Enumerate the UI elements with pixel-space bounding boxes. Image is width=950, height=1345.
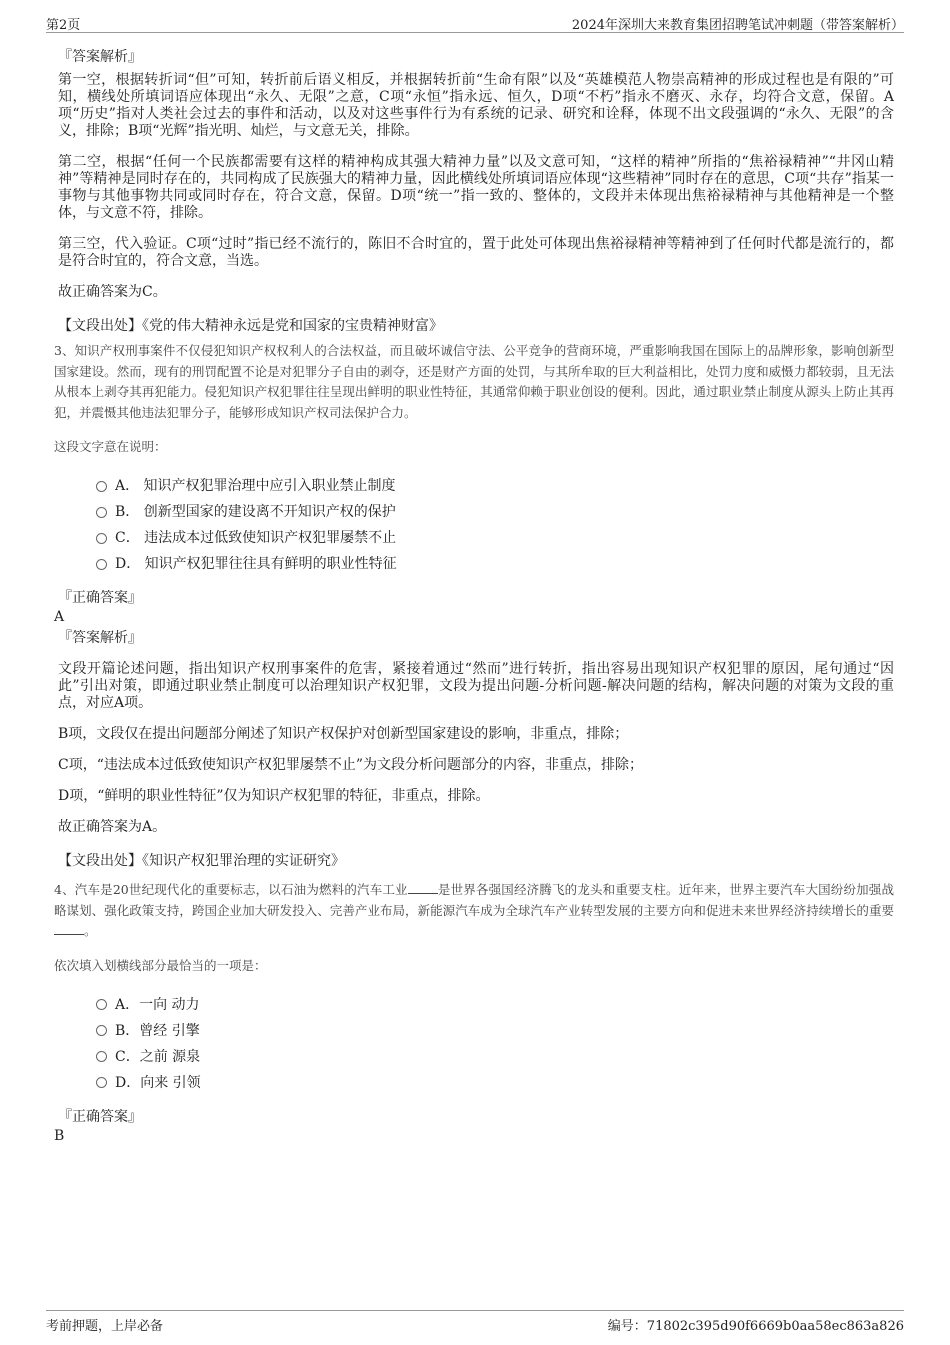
q3-analysis-para: 文段开篇论述问题，指出知识产权刑事案件的危害，紧接着通过“然而”进行转折，指出容易出现知识产权犯罪的原因，尾句通过“因此”引出对策，即通过职业禁止制度可以治理知识产权犯罪，文段为提出问题-分析问题-解决问题的结构，解决问题的对策为文段的重点，对应A项。 — [58, 661, 894, 711]
radio-icon[interactable] — [96, 999, 107, 1010]
radio-icon[interactable] — [96, 1051, 107, 1062]
question-3-options — [96, 473, 894, 577]
q3-analysis-para: B项，文段仅在提出问题部分阐述了知识产权保护对创新型国家建设的影响，非重点，排除； — [58, 726, 629, 742]
option-label: D． 知识产权犯罪往往具有鲜明的职业性特征 — [115, 556, 397, 572]
question-4-text — [54, 880, 894, 942]
option-label: A． 知识产权犯罪治理中应引入职业禁止制度 — [115, 478, 396, 494]
option-d[interactable] — [96, 551, 894, 577]
q4-answer: B — [54, 1127, 65, 1144]
question-4-text-part: 4、汽车是20世纪现代化的重要标志，以石油为燃料的汽车工业 — [54, 882, 408, 897]
q3-answer: A — [54, 609, 65, 625]
q2-analysis-para: 第二空，根据“任何一个民族都需要有这样的精神构成其强大精神力量”以及文意可知，“这样的精神”所指的“焦裕禄精神”“井冈山精神”等精神是同时存在的，共同构成了民族强大的精神力量，因此横线处所填词语应体现“这些精神”同时存在的意思，C项“共存”指某一事物与其他事物共同或同时存在，符合文意，保留。D项“统一”指一致的、整体的，文段并未体现出焦裕禄精神与其他精神是一个整体，与文意不符，排除。 — [58, 154, 894, 221]
q2-analysis-conclusion: 故正确答案为C。 — [58, 284, 167, 300]
radio-icon[interactable] — [96, 1025, 107, 1036]
option-label: C．之前 源泉 — [115, 1048, 201, 1065]
option-a[interactable] — [96, 473, 894, 499]
option-d[interactable] — [96, 1070, 894, 1096]
page-header — [46, 12, 904, 33]
q2-analysis-para: 第三空，代入验证。C项“过时”指已经不流行的，陈旧不合时宜的，置于此处可体现出焦裕禄精神等精神到了任何时代都是流行的，都是符合时宜的，符合文意，当选。 — [58, 236, 894, 269]
question-4-text-part: 。 — [84, 923, 97, 938]
question-4-options — [96, 992, 894, 1096]
page-content — [54, 46, 894, 1156]
radio-icon[interactable] — [96, 507, 107, 518]
question-3-text: 3、知识产权刑事案件不仅侵犯知识产权权利人的合法权益，而且破坏诚信守法、公平竞争的营商环境，严重影响我国在国际上的品牌形象，影响创新型国家建设。然而，现有的刑罚配置不论是对犯罪分子自由的剥夺，还是财产方面的处罚，与其所牟取的巨大利益相比，处罚力度和威慑力都较弱，且无法从根本上剥夺其再犯能力。侵犯知识产权犯罪往往呈现出鲜明的职业性特征，其通常仰赖于职业创设的便利。因此，通过职业禁止制度从源头上防止其再犯，并震慑其他违法犯罪分子，能够形成知识产权司法保护合力。 — [54, 343, 894, 420]
document-id: 编号：71802c395d90f6669b0aa58ec863a826 — [607, 1319, 904, 1334]
q3-analysis-para: D项，“鲜明的职业性特征”仅为知识产权犯罪的特征，非重点，排除。 — [58, 788, 490, 804]
fill-blank — [408, 881, 438, 894]
q4-answer-label: 『正确答案』 — [58, 1108, 142, 1125]
option-c[interactable] — [96, 525, 894, 551]
option-label: B． 创新型国家的建设离不开知识产权的保护 — [115, 504, 396, 520]
option-label: B．曾经 引擎 — [115, 1022, 200, 1039]
q3-analysis-label: 『答案解析』 — [58, 630, 142, 646]
q3-analysis-conclusion: 故正确答案为A。 — [58, 819, 167, 835]
option-c[interactable] — [96, 1044, 894, 1070]
q3-source: 【文段出处】《知识产权犯罪治理的实证研究》 — [58, 853, 345, 869]
option-b[interactable] — [96, 499, 894, 525]
option-label: A．一向 动力 — [115, 996, 200, 1013]
footer-slogan: 考前押题，上岸必备 — [46, 1319, 164, 1334]
radio-icon[interactable] — [96, 1077, 107, 1088]
question-3-prompt: 这段文字意在说明： — [54, 439, 167, 454]
question-4-prompt: 依次填入划横线部分最恰当的一项是： — [54, 957, 267, 973]
fill-blank — [54, 922, 84, 935]
page-footer — [46, 1310, 904, 1334]
q2-analysis-label: 『答案解析』 — [58, 49, 142, 65]
page-number: 第2页 — [46, 18, 81, 33]
q3-analysis-para: C项，“违法成本过低致使知识产权犯罪屡禁不止”为文段分析问题部分的内容，非重点，排除； — [58, 757, 644, 773]
radio-icon[interactable] — [96, 533, 107, 544]
q2-source: 【文段出处】《党的伟大精神永远是党和国家的宝贵精神财富》 — [58, 318, 443, 334]
option-b[interactable] — [96, 1018, 894, 1044]
radio-icon[interactable] — [96, 481, 107, 492]
q2-analysis-para: 第一空，根据转折词“但”可知，转折前后语义相反，并根据转折前“生命有限”以及“英雄模范人物崇高精神的形成过程也是有限的”可知，横线处所填词语应体现出“永久、无限”之意，C项“永恒”指永远、恒久，D项“不朽”指永不磨灭、永存，均符合文意，保留。A项“历史”指对人类社会过去的事件和活动，以及对这些事件行为有系统的记录、研究和诠释，体现不出文段强调的“永久、无限”的含义，排除；B项“光辉”指光明、灿烂，与文意无关，排除。 — [58, 72, 894, 139]
q3-answer-label: 『正确答案』 — [58, 590, 142, 606]
radio-icon[interactable] — [96, 559, 107, 570]
option-label: D．向来 引领 — [115, 1074, 201, 1091]
document-title: 2024年深圳大来教育集团招聘笔试冲刺题（带答案解析） — [571, 18, 904, 33]
option-label: C． 违法成本过低致使知识产权犯罪屡禁不止 — [115, 530, 397, 546]
question-4-text-part: 是世界各强国经济腾飞的龙头和重要支柱。近年来，世界主要汽车大国纷纷加强战略谋划、强化政策支持，跨国企业加大研发投入、完善产业布局，新能源汽车成为全球汽车产业转型发展的主要方向和促进未来世界经济持续增长的重要 — [54, 882, 894, 918]
option-a[interactable] — [96, 992, 894, 1018]
